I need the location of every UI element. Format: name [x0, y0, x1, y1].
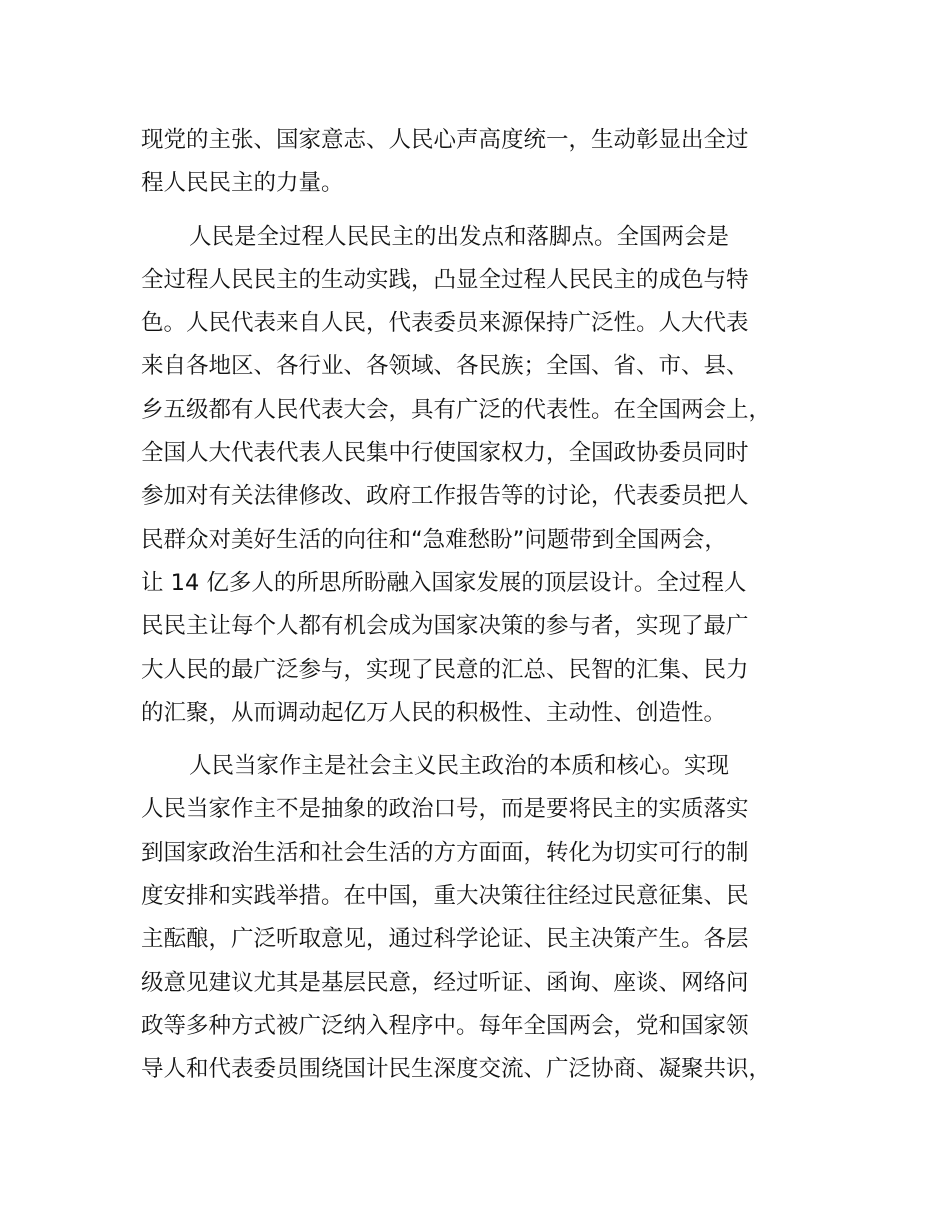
text-line: 度安排和实践举措。在中国，重大决策往往经过民意征集、民 — [141, 883, 749, 910]
text-line: 乡五级都有人民代表大会，具有广泛的代表性。在全国两会上， — [141, 396, 772, 423]
text-line: 主酝酿，广泛听取意见，通过科学论证、民主决策产生。各层 — [141, 926, 749, 953]
text-line: 民群众对美好生活的向往和“急难愁盼”问题带到全国两会， — [141, 526, 727, 553]
text-line: 大人民的最广泛参与，实现了民意的汇总、民智的汇集、民力 — [141, 656, 749, 683]
document-body — [141, 119, 841, 1102]
text-line: 程人民民主的力量。 — [141, 170, 344, 197]
text-line: 参加对有关法律修改、政府工作报告等的讨论，代表委员把人 — [141, 483, 749, 510]
text-line: 民民主让每个人都有机会成为国家决策的参与者，实现了最广 — [141, 613, 749, 640]
text-line: 色。人民代表来自人民，代表委员来源保持广泛性。人大代表 — [141, 310, 749, 337]
text-line: 让 14 亿多人的所思所盼融入国家发展的顶层设计。全过程人 — [141, 569, 747, 596]
text-line: 级意见建议尤其是基层民意，经过听证、函询、座谈、网络问 — [141, 969, 749, 996]
text-line: 现党的主张、国家意志、人民心声高度统一，生动彰显出全过 — [141, 127, 749, 153]
paragraph-1 — [141, 119, 841, 206]
text-line: 到国家政治生活和社会生活的方方面面，转化为切实可行的制 — [141, 839, 749, 866]
text-line: 政等多种方式被广泛纳入程序中。每年全国两会，党和国家领 — [141, 1012, 749, 1039]
text-line: 人民当家作主是社会主义民主政治的本质和核心。实现 — [189, 753, 730, 780]
text-line: 的汇聚，从而调动起亿万人民的积极性、主动性、创造性。 — [141, 699, 727, 726]
text-line: 全过程人民民主的生动实践，凸显全过程人民民主的成色与特 — [141, 266, 749, 293]
paragraph-3 — [141, 745, 841, 1091]
text-line: 导人和代表委员围绕国计民生深度交流、广泛协商、凝聚共识， — [141, 1056, 772, 1083]
paragraph-2 — [141, 216, 841, 736]
text-line: 人民当家作主不是抽象的政治口号，而是要将民主的实质落实 — [141, 796, 749, 823]
text-line: 全国人大代表代表人民集中行使国家权力，全国政协委员同时 — [141, 440, 749, 467]
text-line: 来自各地区、各行业、各领域、各民族；全国、省、市、县、 — [141, 353, 749, 380]
text-line: 人民是全过程人民民主的出发点和落脚点。全国两会是 — [189, 223, 730, 250]
